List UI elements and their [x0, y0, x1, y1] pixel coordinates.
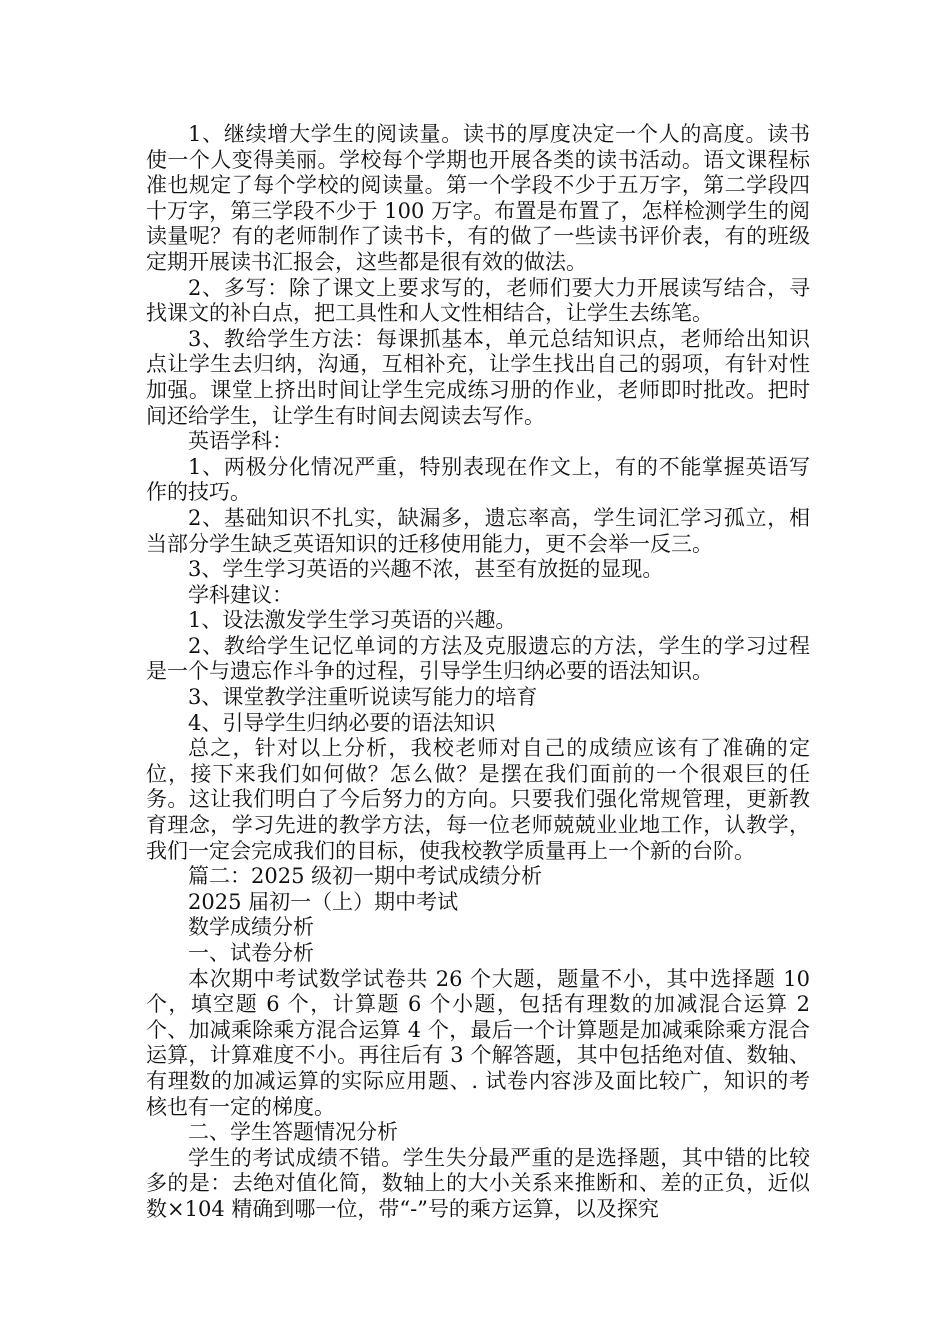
paragraph-english-issue-3: 3、学生学习英语的兴趣不浓，甚至有放挺的显现。: [188, 557, 664, 582]
paragraph-english-issue-2: 2、基础知识不扎实，缺漏多，遗忘率高，学生词汇学习孤立，相当部分学生缺乏英语知识的迁移使用能力，更不会举一反三。: [146, 505, 810, 556]
heading-student-answers: 二、学生答题情况分析: [188, 1120, 398, 1145]
paragraph-paper-analysis: 本次期中考试数学试卷共 26 个大题，题量不小，其中选择题 10 个，填空题 6 个，计算题 6 个小题，包括有理数的加减混合运算 2 个、加减乘除乘方混合运算 4 个，最后一个计算题是加减乘除乘方混合运算，计算难度不小。再往后有 3 个解答题，其中包括绝对值、数轴、有理数的加减运算的实际应用题、. 试卷内容涉及面比较广，知识的考核也有一定的梯度。: [146, 966, 810, 1119]
heading-subject-suggestions: 学科建议：: [188, 582, 293, 607]
heading-exam-title: 2025 届初一（上）期中考试: [188, 889, 459, 914]
paragraph-suggestion-3: 3、课堂教学注重听说读写能力的培育: [188, 685, 538, 710]
paragraph-summary: 总之，针对以上分析，我校老师对自己的成绩应该有了准确的定位，接下来我们如何做？怎么做？是摆在我们面前的一个很艰巨的任务。这让我们明白了今后努力的方向。只要我们强化常规管理，更新教育理念，学习先进的教学方法，每一位老师兢兢业业地工作，认教学，我们一定会完成我们的目标，使我校教学质量再上一个新的台阶。: [146, 736, 810, 863]
heading-english-subject: 英语学科：: [188, 429, 293, 454]
heading-math-analysis: 数学成绩分析: [188, 915, 314, 940]
paragraph-suggestion-4: 4、引导学生归纳必要的语法知识: [188, 710, 496, 735]
heading-part-two: 篇二：2025 级初一期中考试成绩分析: [188, 864, 543, 889]
paragraph-more-writing: 2、多写：除了课文上要求写的，老师们要大力开展读写结合，寻找课文的补白点，把工具性和人文性相结合，让学生去练笔。: [146, 275, 810, 326]
paragraph-reading-volume: 1、继续增大学生的阅读量。读书的厚度决定一个人的高度。读书使一个人变得美丽。学校每个学期也开展各类的读书活动。语文课程标准也规定了每个学校的阅读量。第一个学段不少于五万字，第二学段四十万字，第三学段不少于 100 万字。布置是布置了，怎样检测学生的阅读量呢？有的老师制作了读书卡，有的做了一些读书评价表，有的班级定期开展读书汇报会，这些都是很有效的做法。: [146, 122, 810, 274]
paragraph-teach-methods: 3、教给学生方法：每课抓基本，单元总结知识点，老师给出知识点让学生去归纳，沟通，互相补充，让学生找出自己的弱项，有针对性加强。课堂上挤出时间让学生完成练习册的作业，老师即时批改。把时间还给学生，让学生有时间去阅读去写作。: [146, 326, 810, 428]
heading-paper-analysis: 一、试卷分析: [188, 941, 314, 965]
paragraph-suggestion-1: 1、设法激发学生学习英语的兴趣。: [188, 608, 517, 633]
paragraph-english-issue-1: 1、两极分化情况严重，特别表现在作文上，有的不能掌握英语写作的技巧。: [146, 454, 810, 505]
paragraph-student-answers: 学生的考试成绩不错。学生失分最严重的是选择题，其中错的比较多的是：去绝对值化简，数轴上的大小关系来推断和、差的正负，近似数×104 精确到哪一位，带“-”号的乘方运算，以及探究: [146, 1145, 810, 1221]
paragraph-suggestion-2: 2、教给学生记忆单词的方法及克服遗忘的方法，学生的学习过程是一个与遗忘作斗争的过程，引导学生归纳必要的语法知识。: [146, 633, 810, 684]
document-page: [146, 122, 810, 1223]
